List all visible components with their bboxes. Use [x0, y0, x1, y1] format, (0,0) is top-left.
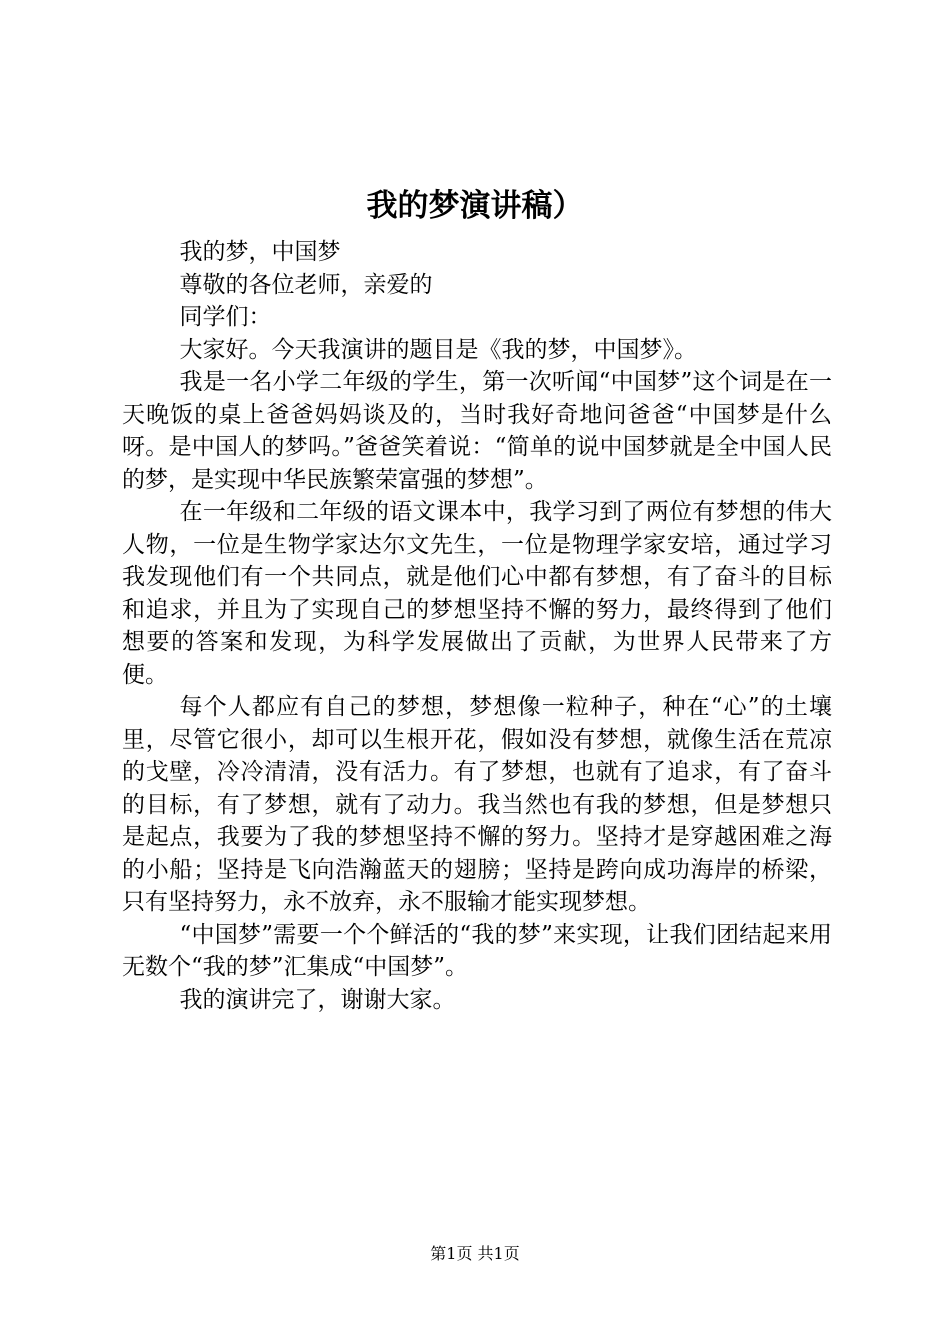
paragraph-greeting-1: 尊敬的各位老师，亲爱的 — [179, 271, 433, 298]
paragraph-subtitle: 我的梦，中国梦 — [179, 239, 341, 265]
document-title: 我的梦演讲稿） — [366, 188, 584, 224]
paragraph-closing: 我的演讲完了，谢谢大家。 — [179, 986, 456, 1013]
paragraph-body-4: “中国梦”需要一个个鲜活的“我的梦”来实现，让我们团结起来用无数个“我的梦”汇集成“中国梦”。 — [122, 921, 832, 980]
paragraph-intro: 大家好。今天我演讲的题目是《我的梦，中国梦》。 — [179, 336, 697, 363]
document-body — [122, 236, 832, 1016]
paragraph-body-3: 每个人都应有自己的梦想，梦想像一粒种子，种在“心”的土壤里，尽管它很小，却可以生根开花，假如没有梦想，就像生活在荒凉的戈壁，冷冷清清，没有活力。有了梦想，也就有了追求，有了奋斗的目标，有了梦想，就有了动力。我当然也有我的梦想，但是梦想只是起点，我要为了我的梦想坚持不懈的努力。坚持才是穿越困难之海的小船；坚持是飞向浩瀚蓝天的翅膀；坚持是跨向成功海岸的桥梁，只有坚持努力，永不放弃，永不服输才能实现梦想。 — [122, 694, 832, 915]
paragraph-greeting-2: 同学们： — [179, 304, 272, 330]
page-number-footer: 第1页 共1页 — [430, 1244, 520, 1263]
paragraph-body-1: 我是一名小学二年级的学生，第一次听闻“中国梦”这个词是在一天晚饭的桌上爸爸妈妈谈及的，当时我好奇地问爸爸“中国梦是什么呀。是中国人的梦吗。”爸爸笑着说：“简单的说中国梦就是全中国人民的梦，是实现中华民族繁荣富强的梦想”。 — [122, 369, 832, 493]
paragraph-body-2: 在一年级和二年级的语文课本中，我学习到了两位有梦想的伟大人物，一位是生物学家达尔文先生，一位是物理学家安培，通过学习我发现他们有一个共同点，就是他们心中都有梦想，有了奋斗的目标和追求，并且为了实现自己的梦想坚持不懈的努力，最终得到了他们想要的答案和发现，为科学发展做出了贡献，为世界人民带来了方便。 — [122, 499, 832, 688]
